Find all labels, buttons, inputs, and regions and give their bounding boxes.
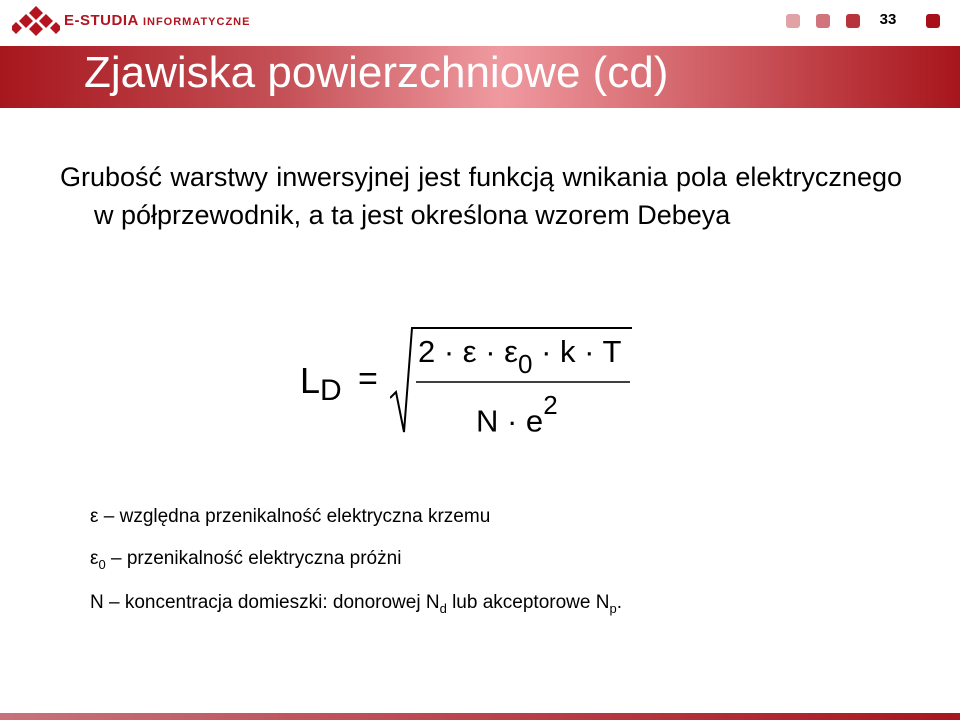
legend-item-epsilon: ε – względna przenikalność elektryczna krzemu <box>90 506 491 527</box>
formula-numerator <box>418 334 622 380</box>
legend-item-epsilon0 <box>90 548 401 572</box>
brand-sub: INFORMATYCZNE <box>142 16 251 28</box>
nav-squares <box>0 14 960 30</box>
formula-equals: = <box>358 360 378 398</box>
formula-lhs-sub: D <box>320 374 342 407</box>
nav-square-1[interactable] <box>786 14 800 28</box>
numerator-part-b: · k · T <box>532 334 622 369</box>
epsilon0-symbol: ε <box>90 548 99 569</box>
formula-lhs: L <box>300 360 321 401</box>
epsilon0-text: – przenikalność elektryczna próżni <box>105 548 402 569</box>
nav-square-4[interactable] <box>926 14 940 28</box>
formula-denominator <box>476 390 558 439</box>
n-text-c: . <box>616 592 622 613</box>
n-sub-p: p <box>609 600 617 616</box>
page-number: 33 <box>879 11 897 28</box>
denominator-sup: 2 <box>543 390 558 420</box>
legend-item-n <box>90 592 622 616</box>
brand-main: E-STUDIA <box>64 12 139 29</box>
nav-square-2[interactable] <box>816 14 830 28</box>
n-sub-d: d <box>439 600 447 616</box>
nav-square-3[interactable] <box>846 14 860 28</box>
epsilon0-sub: 0 <box>98 556 106 572</box>
denominator-base: N · e <box>476 403 544 439</box>
numerator-sub: 0 <box>517 349 533 380</box>
numerator-part-a: 2 · ε · ε <box>418 334 518 369</box>
bottom-bar <box>0 713 960 720</box>
body-paragraph: Grubość warstwy inwersyjnej jest funkcją wnikania pola elektrycznego w półprzewodnik, a ta jest określona wzorem Debeya <box>60 162 902 230</box>
n-text-b: lub akceptorowe N <box>446 592 610 613</box>
n-text-a: N – koncentracja domieszki: donorowej N <box>90 592 440 613</box>
debye-formula <box>296 320 646 440</box>
slide-title: Zjawiska powierzchniowe (cd) <box>84 48 669 97</box>
